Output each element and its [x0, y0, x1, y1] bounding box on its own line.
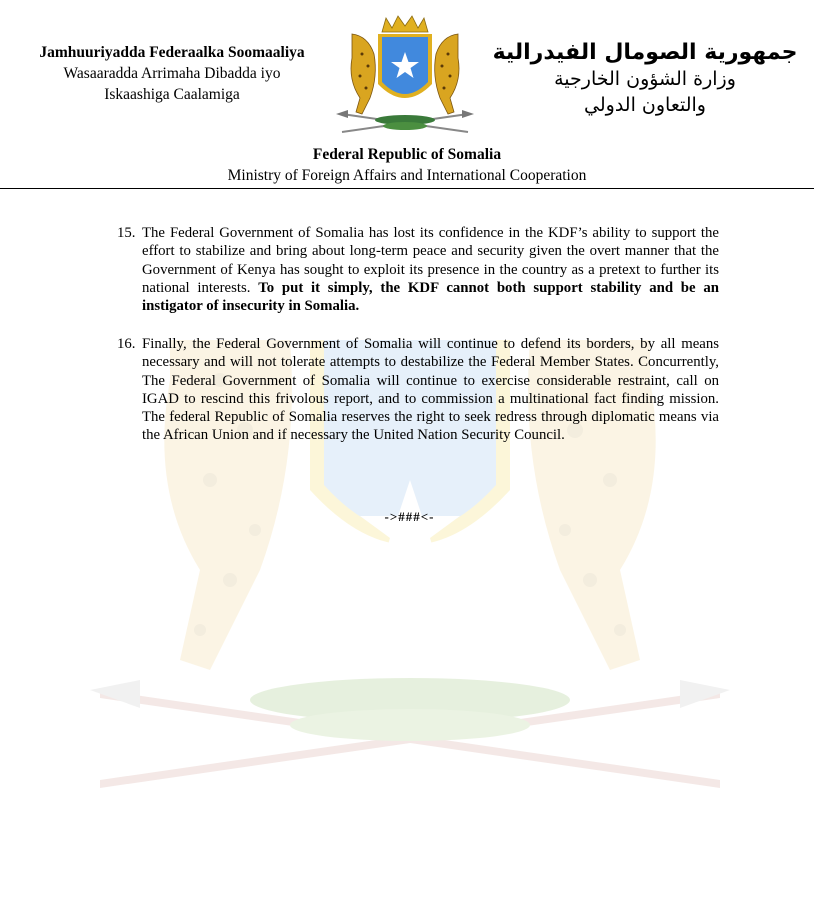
header-right-line3: والتعاون الدولي	[584, 94, 706, 116]
somalia-coat-of-arms-icon	[334, 14, 476, 138]
end-of-document-mark: ->###<-	[384, 509, 435, 524]
header-somali-text	[6, 42, 338, 105]
paragraph-text: The Federal Government of Somalia has lost its confidence in the KDF’s ability to support the effort to stabilize and bring about long-term peace and security given the overt manner that the Government of Kenya has sought to exploit its presence in the country as a pretext to further its national interests.	[142, 225, 719, 296]
paragraph-16	[117, 335, 719, 445]
header-left-line3: Iskaashiga Caalamiga	[104, 86, 240, 103]
header-left-line2: Wasaaradda Arrimaha Dibadda iyo	[63, 65, 281, 82]
header-right-line2: وزارة الشؤون الخارجية	[554, 68, 736, 90]
paragraph-15	[117, 224, 719, 315]
header-divider	[0, 188, 814, 189]
paragraph-number: 15.	[117, 225, 136, 241]
document-title: Federal Republic of Somalia	[312, 146, 502, 163]
document-subtitle: Ministry of Foreign Affairs and International Cooperation	[227, 167, 587, 184]
header-arabic-text	[480, 40, 810, 118]
header-right-line1: جمهورية الصومال الفيدرالية	[492, 40, 798, 65]
header-left-line1: Jamhuuriyadda Federaalka Soomaaliya	[39, 44, 305, 61]
paragraph-bold-text: To put it simply, the KDF cannot both support stability and be an instigator of insecurity in Somalia.	[142, 279, 719, 315]
paragraph-number: 16.	[117, 336, 136, 352]
paragraph-text: Finally, the Federal Government of Somalia will continue to defend its borders, by all means necessary and will not tolerate attempts to destabilize the Federal Member States. Concurrently, The Federal Government of Somalia will continue to exercise considerable restraint, call on IGAD to rescind this frivolous report, and to commission a multinational fact finding mission. The federal Republic of Somalia reserves the right to seek redress through diplomatic means via the African Union and if necessary the United Nation Security Council.	[142, 336, 719, 444]
